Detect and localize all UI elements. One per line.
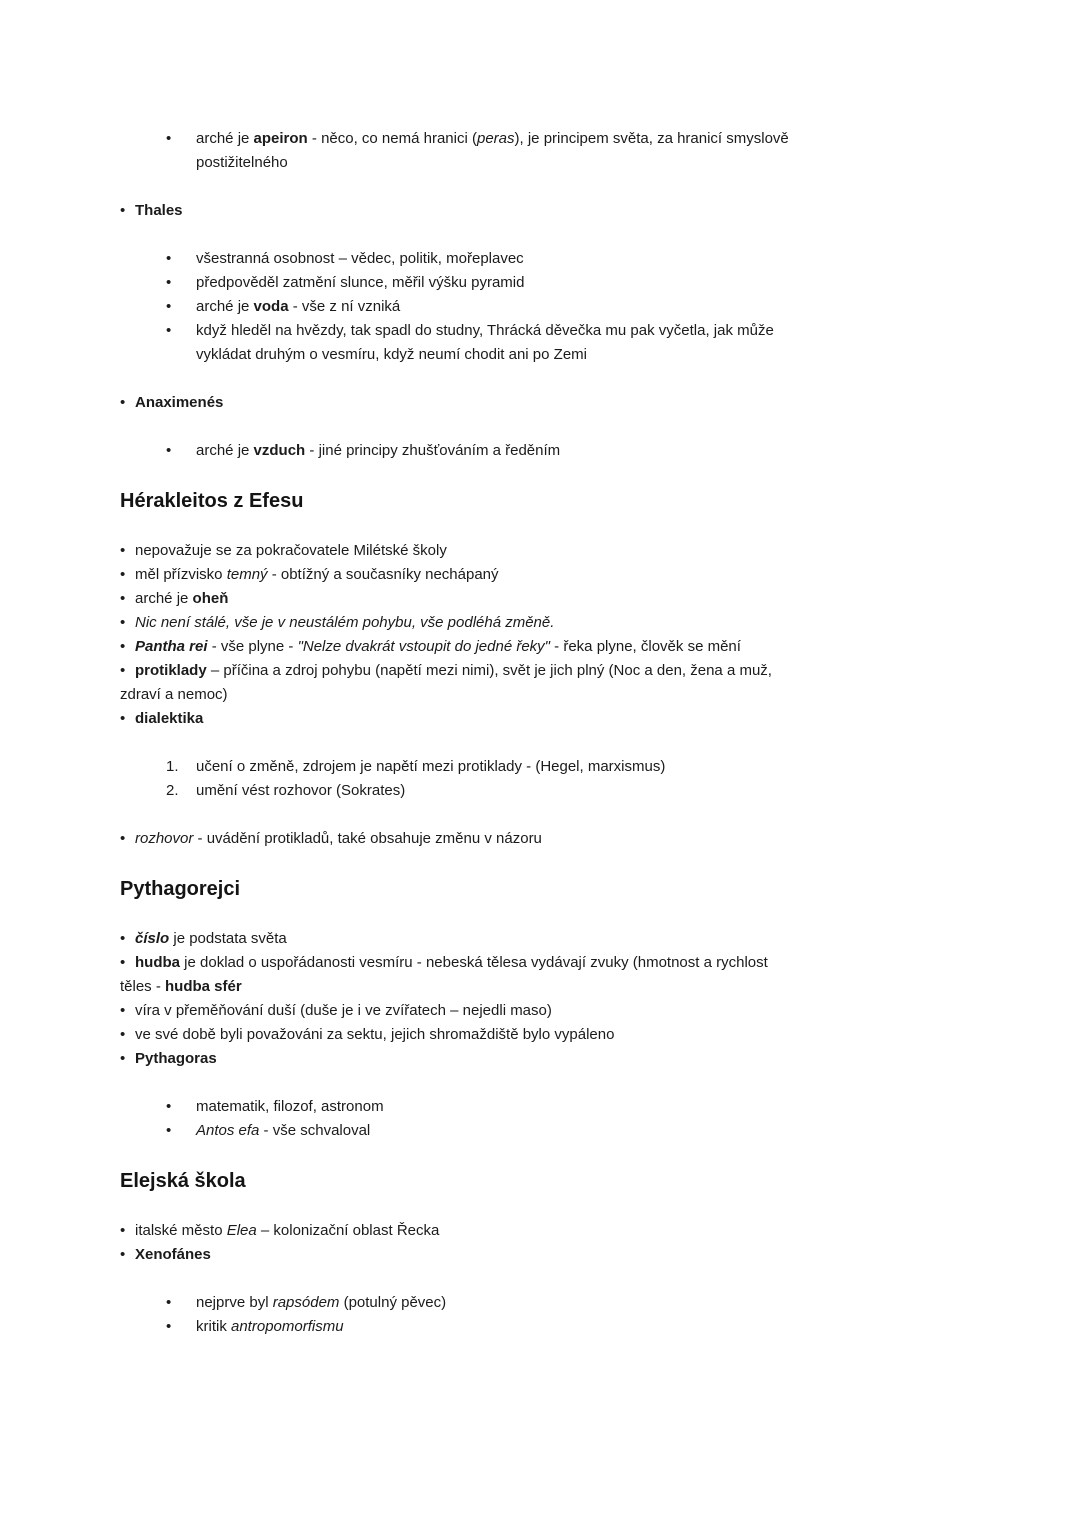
list-item-text <box>120 662 772 703</box>
text-run: - vše z ní vzniká <box>288 298 401 315</box>
text-run: Anaximenés <box>135 394 224 411</box>
text-run: Thales <box>135 202 183 219</box>
bullet-list <box>120 247 962 367</box>
section-heading: Hérakleitos z Efesu <box>120 490 304 512</box>
list-item-text <box>135 1002 552 1019</box>
text-run: vykládat druhým o vesmíru, když neumí chodit ani po Zemi <box>196 346 587 363</box>
text-run: - řeka plyne, člověk se mění <box>550 638 741 655</box>
list-item-text <box>135 590 228 607</box>
bullet-icon: • <box>120 930 126 947</box>
list-item <box>120 659 962 707</box>
text-run: nepovažuje se za pokračovatele Milétské školy <box>135 542 447 559</box>
list-item-text <box>135 1246 211 1263</box>
text-run: Xenofánes <box>135 1246 211 1263</box>
list-item <box>120 611 962 635</box>
text-run: číslo <box>135 930 170 947</box>
bullet-icon: • <box>120 1050 126 1067</box>
bullet-list <box>120 1095 962 1143</box>
text-run: - vše schvaloval <box>259 1122 371 1139</box>
text-run: nejprve byl <box>196 1294 273 1311</box>
list-item <box>120 1315 962 1339</box>
bullet-icon: • <box>120 590 126 607</box>
list-item <box>120 1023 962 1047</box>
text-run: zdraví a nemoc) <box>120 686 228 703</box>
list-item-text <box>135 614 554 631</box>
bullet-icon: • <box>166 250 172 267</box>
text-run: - jiné principy zhušťováním a ředěním <box>305 442 561 459</box>
bullet-list <box>120 927 962 1071</box>
list-item <box>120 391 962 415</box>
text-run: arché je <box>196 130 254 147</box>
bullet-icon: • <box>166 1294 172 1311</box>
list-item <box>120 707 962 731</box>
numbered-item <box>120 755 962 779</box>
list-item <box>120 1219 962 1243</box>
text-run: hudba sfér <box>165 978 242 995</box>
list-item <box>120 539 962 563</box>
list-number: 2. <box>166 782 179 799</box>
text-run: předpověděl zatmění slunce, měřil výšku pyramid <box>196 274 525 291</box>
list-item <box>120 1095 962 1119</box>
text-run: (potulný pěvec) <box>339 1294 447 1311</box>
text-run: víra v přeměňování duší (duše je i ve zvířatech – nejedli maso) <box>135 1002 552 1019</box>
bullet-list <box>120 199 962 223</box>
list-item-text <box>135 638 741 655</box>
text-run: je podstata světa <box>169 930 287 947</box>
list-item-text <box>196 130 789 171</box>
list-item-text <box>135 710 203 727</box>
bullet-list <box>120 391 962 415</box>
bullet-icon: • <box>120 1222 126 1239</box>
list-item <box>120 199 962 223</box>
bullet-icon: • <box>120 542 126 559</box>
bullet-list <box>120 1219 962 1267</box>
text-run: Nic není stálé, vše je v neustálém pohybu, vše podléhá změně. <box>135 614 555 631</box>
bullet-icon: • <box>120 710 126 727</box>
text-run: arché je <box>135 590 193 607</box>
list-item <box>120 827 962 851</box>
list-item <box>120 439 962 463</box>
bullet-icon: • <box>166 274 172 291</box>
bullet-icon: • <box>120 638 126 655</box>
text-run: vzduch <box>253 442 306 459</box>
text-run: ve své době byli považováni za sektu, jejich shromaždiště bylo vypáleno <box>135 1026 615 1043</box>
bullet-icon: • <box>166 1318 172 1335</box>
bullet-icon: • <box>166 1098 172 1115</box>
bullet-list <box>120 127 962 175</box>
list-item <box>120 999 962 1023</box>
bullet-icon: • <box>166 298 172 315</box>
text-run: učení o změně, zdrojem je napětí mezi protiklady - (Hegel, marxismus) <box>196 758 666 775</box>
bullet-list <box>120 827 962 851</box>
bullet-list <box>120 539 962 731</box>
list-item-text <box>120 954 768 995</box>
text-run: - uvádění protikladů, také obsahuje změnu v názoru <box>193 830 542 847</box>
list-item <box>120 587 962 611</box>
section-heading: Pythagorejci <box>120 878 241 900</box>
bullet-icon: • <box>120 1026 126 1043</box>
bullet-icon: • <box>166 1122 172 1139</box>
list-item-text <box>135 1026 614 1043</box>
bullet-icon: • <box>166 130 172 147</box>
bullet-icon: • <box>120 202 126 219</box>
bullet-list <box>120 439 962 463</box>
text-run: když hleděl na hvězdy, tak spadl do studny, Thrácká děvečka mu pak vyčetla, jak může <box>196 322 774 339</box>
bullet-icon: • <box>120 662 126 679</box>
text-run: – příčina a zdroj pohybu (napětí mezi nimi), svět je jich plný (Noc a den, žena a muž, <box>206 662 772 679</box>
list-item <box>120 295 962 319</box>
text-run: - vše plyne - <box>207 638 298 655</box>
text-run: Pantha rei <box>135 638 208 655</box>
text-run: - něco, co nemá hranici ( <box>307 130 477 147</box>
text-run: hudba <box>135 954 180 971</box>
list-item <box>120 951 962 999</box>
bullet-icon: • <box>166 442 172 459</box>
text-run: umění vést rozhovor (Sokrates) <box>196 782 406 799</box>
list-item-text <box>196 782 405 799</box>
list-item-text <box>135 830 542 847</box>
list-item <box>120 1047 962 1071</box>
text-run: - obtížný a současníky nechápaný <box>267 566 499 583</box>
list-item <box>120 1291 962 1315</box>
bullet-icon: • <box>120 954 126 971</box>
list-item-text <box>196 298 400 315</box>
text-run: protiklady <box>135 662 207 679</box>
bullet-icon: • <box>166 322 172 339</box>
list-item-text <box>196 758 665 775</box>
list-item <box>120 563 962 587</box>
text-run: "Nelze dvakrát vstoupit do jedné řeky" <box>297 638 551 655</box>
list-item-text <box>196 250 524 267</box>
list-number: 1. <box>166 758 179 775</box>
text-run: rozhovor <box>135 830 194 847</box>
list-item-text <box>135 1050 217 1067</box>
numbered-list <box>120 755 962 803</box>
text-run: Antos efa <box>196 1122 260 1139</box>
list-item <box>120 927 962 951</box>
text-run: voda <box>253 298 289 315</box>
bullet-list <box>120 1291 962 1339</box>
list-item-text <box>196 1098 384 1115</box>
bullet-icon: • <box>120 830 126 847</box>
list-item-text <box>135 202 183 219</box>
text-run: ), je principem světa, za hranicí smyslově <box>514 130 789 147</box>
text-run: všestranná osobnost – vědec, politik, mořeplavec <box>196 250 524 267</box>
list-item-text <box>135 1222 439 1239</box>
list-item <box>120 127 962 175</box>
text-run: Elea <box>226 1222 257 1239</box>
list-item-text <box>135 930 287 947</box>
text-run: postižitelného <box>196 154 288 171</box>
text-run: antropomorfismu <box>231 1318 344 1335</box>
list-item-text <box>135 566 499 583</box>
bullet-icon: • <box>120 1002 126 1019</box>
text-run: arché je <box>196 298 254 315</box>
list-item-text <box>196 274 524 291</box>
list-item <box>120 635 962 659</box>
text-run: kritik <box>196 1318 231 1335</box>
list-item-text <box>196 442 560 459</box>
list-item <box>120 247 962 271</box>
bullet-icon: • <box>120 614 126 631</box>
text-run: rapsódem <box>272 1294 340 1311</box>
list-item <box>120 1119 962 1143</box>
list-item-text <box>135 542 447 559</box>
list-item <box>120 271 962 295</box>
text-run: temný <box>226 566 268 583</box>
list-item-text <box>196 1294 446 1311</box>
list-item-text <box>135 394 223 411</box>
text-run: je doklad o uspořádanosti vesmíru - nebeská tělesa vydávají zvuky (hmotnost a rychlost <box>180 954 768 971</box>
bullet-icon: • <box>120 566 126 583</box>
text-run: dialektika <box>135 710 204 727</box>
text-run: – kolonizační oblast Řecka <box>256 1222 440 1239</box>
list-item-text <box>196 1318 344 1335</box>
text-run: matematik, filozof, astronom <box>196 1098 384 1115</box>
bullet-icon: • <box>120 1246 126 1263</box>
text-run: Pythagoras <box>135 1050 217 1067</box>
text-run: apeiron <box>253 130 308 147</box>
text-run: měl přízvisko <box>135 566 227 583</box>
text-run: arché je <box>196 442 254 459</box>
bullet-icon: • <box>120 394 126 411</box>
text-run: oheň <box>192 590 229 607</box>
list-item <box>120 319 962 367</box>
text-run: italské město <box>135 1222 227 1239</box>
text-run: peras <box>476 130 515 147</box>
text-run: těles - <box>120 978 166 995</box>
list-item <box>120 1243 962 1267</box>
section-heading: Elejská škola <box>120 1170 246 1192</box>
list-item-text <box>196 1122 370 1139</box>
numbered-item <box>120 779 962 803</box>
list-item-text <box>196 322 774 363</box>
